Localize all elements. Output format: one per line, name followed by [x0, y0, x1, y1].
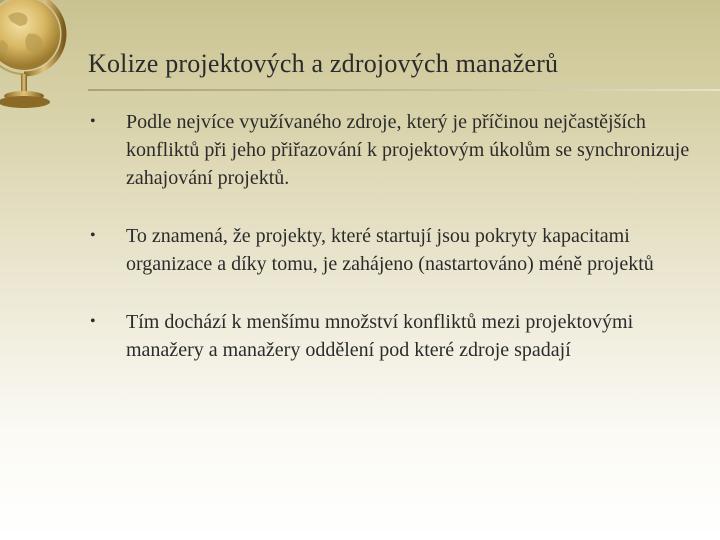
bullet-list — [90, 108, 690, 364]
bullet-marker: • — [90, 313, 96, 330]
bullet-item — [90, 308, 690, 364]
bullet-marker: • — [90, 227, 96, 244]
bullet-item — [90, 108, 690, 192]
bullet-text: Tím dochází k menšímu množství konfliktů mezi projektovými manažery a manažery oddělení pod které zdroje spadají — [126, 311, 634, 361]
slide-title: Kolize projektových a zdrojových manažerů — [88, 49, 559, 78]
bullet-marker: • — [90, 113, 96, 130]
globe-icon — [0, 0, 70, 118]
bullet-text: Podle nejvíce využívaného zdroje, který je příčinou nejčastějších konfliktů při jeho přiřazování k projektovým úkolům se synchronizuje zahajování projektů. — [126, 111, 690, 189]
bullet-item — [90, 222, 690, 278]
bullet-text: To znamená, že projekty, které startují jsou pokryty kapacitami organizace a díky tomu, je zahájeno (nastartováno) méně projektů — [126, 225, 654, 275]
title-divider — [88, 89, 720, 91]
